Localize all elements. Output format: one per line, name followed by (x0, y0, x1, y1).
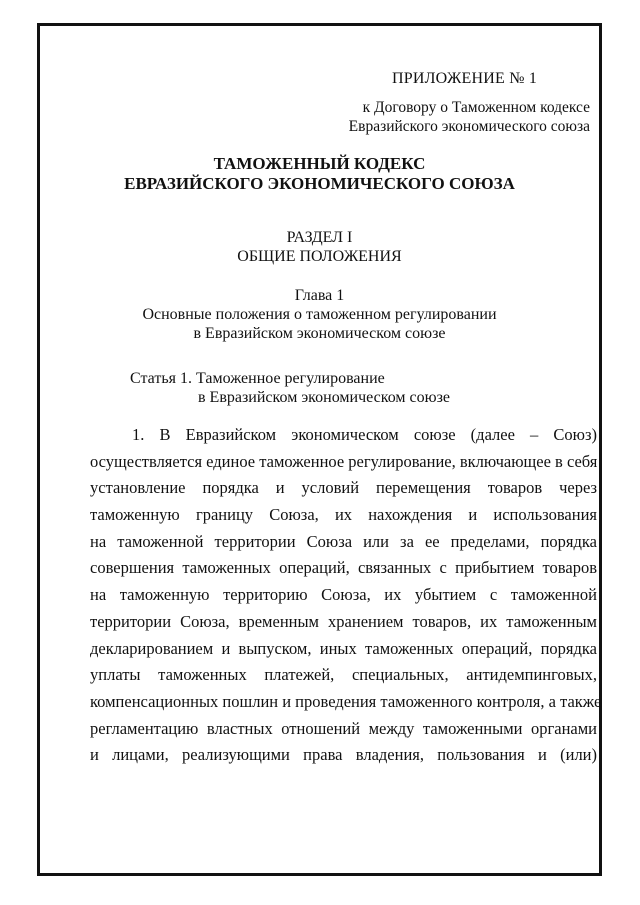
section-title: ОБЩИЕ ПОЛОЖЕНИЯ (237, 248, 402, 265)
chapter-title-line-2: в Евразийском экономическом союзе (193, 325, 446, 342)
code-title-line-2: ЕВРАЗИЙСКОГО ЭКОНОМИЧЕСКОГО СОЮЗА (124, 174, 515, 193)
body-line: и лицами, реализующими права владения, пользования и (или) (90, 745, 597, 765)
chapter-title-line-1: Основные положения о таможенном регулировании (142, 306, 497, 323)
article-heading-line-2: в Евразийском экономическом союзе (198, 389, 450, 406)
code-title-line-1: ТАМОЖЕННЫЙ КОДЕКС (213, 154, 426, 173)
body-line: территории Союза, временным хранением товаров, их таможенным (90, 611, 597, 631)
body-line: на таможенную территорию Союза, их убытием с таможенной (90, 585, 597, 605)
body-line: компенсационных пошлин и проведения таможенного контроля, а также (90, 691, 602, 711)
article-heading-line-1: Статья 1. Таможенное регулирование (130, 370, 385, 387)
chapter-number: Глава 1 (294, 287, 345, 304)
body-line: 1. В Евразийском экономическом союзе (далее – Союз) (132, 425, 597, 444)
body-line: уплаты таможенных платежей, специальных, антидемпинговых, (90, 665, 597, 685)
body-line: декларированием и выпуском, иных таможенных операций, порядка (90, 638, 597, 658)
body-line: совершения таможенных операций, связанных с прибытием товаров (90, 558, 597, 578)
body-line: регламентацию властных отношений между таможенными органами (90, 718, 597, 738)
article-body (90, 422, 602, 769)
appendix-sub-line-1: к Договору о Таможенном кодексе (362, 99, 590, 116)
body-line: осуществляется единое таможенное регулирование, включающее в себя (90, 451, 598, 471)
body-line: на таможенной территории Союза или за ее пределами, порядка (90, 531, 597, 551)
appendix-label: ПРИЛОЖЕНИЕ № 1 (392, 70, 538, 87)
body-line: таможенную границу Союза, их нахождения и использования (90, 505, 597, 525)
section-number: РАЗДЕЛ I (286, 229, 353, 246)
body-line: установление порядка и условий перемещения товаров через (90, 478, 597, 498)
appendix-sub-line-2: Евразийского экономического союза (348, 118, 590, 135)
